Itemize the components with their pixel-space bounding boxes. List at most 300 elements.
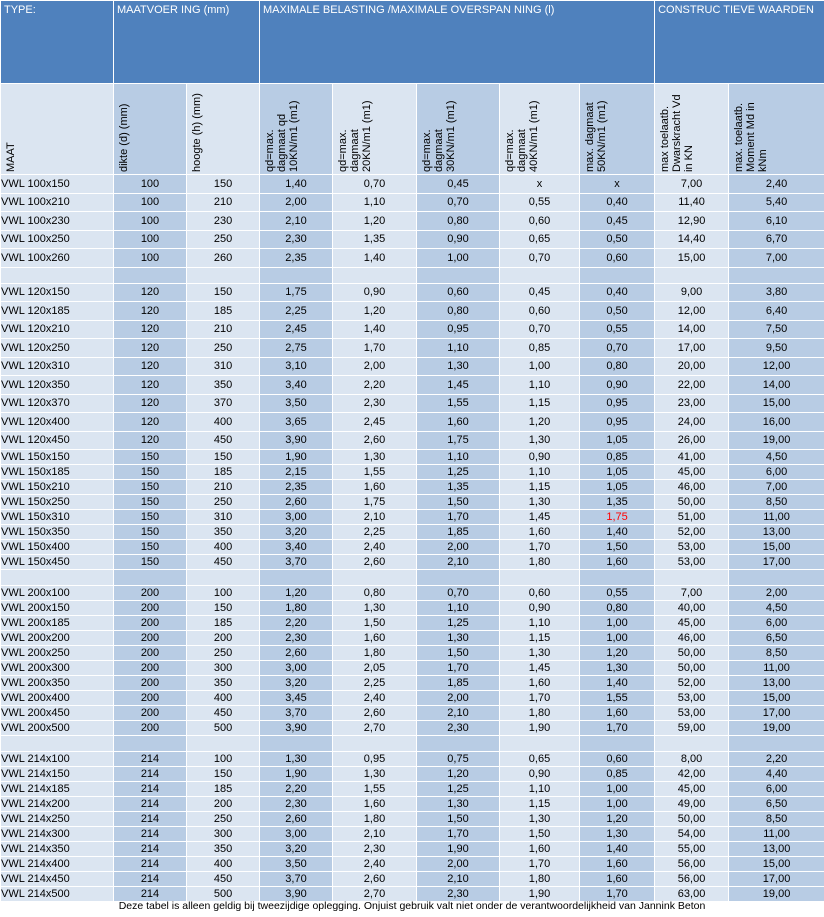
table-cell: 2,30: [260, 230, 333, 249]
table-cell: 24,00: [655, 413, 729, 432]
table-cell: 150: [114, 555, 187, 570]
constructief-header: CONSTRUC TIEVE WAARDEN: [655, 1, 824, 84]
table-cell: 214: [114, 857, 187, 872]
table-cell: 2,60: [260, 495, 333, 510]
spacer-cell: [655, 570, 729, 586]
table-row: [1, 193, 824, 212]
table-cell: 0,75: [417, 752, 500, 767]
table-cell: 2,25: [260, 302, 333, 321]
table-cell: 120: [114, 283, 187, 302]
group-header-row: [1, 1, 824, 84]
table-cell: 3,50: [260, 857, 333, 872]
table-row: [1, 586, 824, 601]
table-row: [1, 450, 824, 465]
table-cell: 1,60: [500, 676, 580, 691]
row-type-cell: VWL 200x200: [1, 631, 114, 646]
table-cell: 2,00: [729, 586, 824, 601]
table-cell: 500: [187, 721, 260, 736]
table-cell: 0,70: [500, 249, 580, 268]
row-type-cell: VWL 214x250: [1, 812, 114, 827]
table-cell: 15,00: [729, 691, 824, 706]
table-cell: 2,00: [417, 857, 500, 872]
table-cell: 2,60: [333, 431, 417, 450]
table-cell: 2,20: [260, 782, 333, 797]
table-cell: 120: [114, 413, 187, 432]
table-cell: 1,80: [333, 812, 417, 827]
table-cell: 1,00: [580, 616, 655, 631]
table-cell: 1,60: [333, 631, 417, 646]
table-cell: 210: [187, 480, 260, 495]
table-cell: 1,55: [580, 691, 655, 706]
table-cell: 120: [114, 339, 187, 358]
table-cell: 1,30: [417, 357, 500, 376]
table-cell: 200: [114, 616, 187, 631]
spacer-cell: [500, 736, 580, 752]
table-cell: 4,50: [729, 450, 824, 465]
table-cell: 150: [187, 450, 260, 465]
table-cell: 3,00: [260, 510, 333, 525]
table-cell: 1,20: [333, 212, 417, 231]
table-cell: 0,90: [500, 767, 580, 782]
table-cell: 1,20: [260, 586, 333, 601]
row-type-cell: VWL 150x250: [1, 495, 114, 510]
table-cell: 1,30: [417, 797, 500, 812]
spacer-cell: [580, 570, 655, 586]
table-cell: 11,40: [655, 193, 729, 212]
table-cell: 260: [187, 249, 260, 268]
table-cell: 0,65: [500, 230, 580, 249]
table-cell: 1,30: [333, 601, 417, 616]
table-cell: 3,00: [260, 827, 333, 842]
table-cell: 1,00: [417, 249, 500, 268]
table-cell: 15,00: [729, 540, 824, 555]
table-cell: 150: [187, 767, 260, 782]
table-cell: 200: [114, 586, 187, 601]
table-cell: 56,00: [655, 872, 729, 887]
table-cell: 2,00: [333, 357, 417, 376]
table-cell: 0,60: [500, 302, 580, 321]
table-cell: 1,70: [580, 721, 655, 736]
table-cell: 2,10: [333, 510, 417, 525]
row-type-cell: VWL 200x300: [1, 661, 114, 676]
table-cell: 250: [187, 812, 260, 827]
table-cell: 52,00: [655, 525, 729, 540]
table-cell: 100: [187, 752, 260, 767]
table-cell: 210: [187, 320, 260, 339]
table-cell: 1,50: [580, 540, 655, 555]
table-cell: 150: [187, 601, 260, 616]
table-cell: x: [500, 175, 580, 194]
table-cell: 150: [114, 495, 187, 510]
spacer-cell: [1, 570, 114, 586]
table-cell: 45,00: [655, 465, 729, 480]
table-row: [1, 616, 824, 631]
table-cell: 14,40: [655, 230, 729, 249]
table-cell: 120: [114, 320, 187, 339]
spacer-cell: [500, 267, 580, 283]
table-cell: 0,60: [500, 212, 580, 231]
row-type-cell: VWL 214x150: [1, 767, 114, 782]
col-header-maat: MAAT: [1, 84, 114, 175]
table-cell: 1,40: [580, 525, 655, 540]
table-cell: 150: [114, 450, 187, 465]
table-cell: 1,85: [417, 676, 500, 691]
table-cell: 1,60: [500, 842, 580, 857]
table-cell: 1,60: [333, 797, 417, 812]
table-row: [1, 767, 824, 782]
col-header-qd40: qd=max. dagmaat 40KN/m1 (m1): [500, 84, 580, 175]
table-cell: 1,50: [333, 616, 417, 631]
row-type-cell: VWL 200x450: [1, 706, 114, 721]
table-cell: 2,45: [260, 320, 333, 339]
table-cell: 1,25: [417, 465, 500, 480]
table-cell: 1,55: [333, 782, 417, 797]
table-cell: 2,60: [333, 555, 417, 570]
table-cell: 1,15: [500, 797, 580, 812]
table-cell: 400: [187, 691, 260, 706]
table-cell: 1,00: [580, 631, 655, 646]
row-type-cell: VWL 200x100: [1, 586, 114, 601]
table-cell: 52,00: [655, 676, 729, 691]
table-row: [1, 465, 824, 480]
table-cell: 1,80: [260, 601, 333, 616]
row-type-cell: VWL 200x250: [1, 646, 114, 661]
table-cell: 350: [187, 676, 260, 691]
row-type-cell: VWL 214x100: [1, 752, 114, 767]
table-cell: 250: [187, 230, 260, 249]
table-cell: 46,00: [655, 631, 729, 646]
table-cell: 2,60: [333, 872, 417, 887]
table-cell: 2,60: [260, 646, 333, 661]
spacer-cell: [417, 736, 500, 752]
table-cell: 1,60: [580, 706, 655, 721]
table-cell: 2,10: [260, 212, 333, 231]
row-type-cell: VWL 120x400: [1, 413, 114, 432]
table-cell: 150: [114, 510, 187, 525]
table-cell: 120: [114, 431, 187, 450]
table-cell: 1,30: [500, 812, 580, 827]
table-cell: 214: [114, 782, 187, 797]
table-cell: 53,00: [655, 555, 729, 570]
table-cell: 3,10: [260, 357, 333, 376]
table-cell: 49,00: [655, 797, 729, 812]
table-row: [1, 555, 824, 570]
table-cell: 2,20: [729, 752, 824, 767]
row-type-cell: VWL 200x150: [1, 601, 114, 616]
table-row: [1, 249, 824, 268]
table-cell: 200: [187, 631, 260, 646]
col-header-hoogte: hoogte (h) (mm): [187, 84, 260, 175]
table-cell: 12,00: [655, 302, 729, 321]
table-cell: 450: [187, 706, 260, 721]
row-type-cell: VWL 214x350: [1, 842, 114, 857]
table-cell: 150: [114, 525, 187, 540]
table-cell: 22,00: [655, 376, 729, 395]
table-cell: 200: [114, 646, 187, 661]
spacer-cell: [729, 267, 824, 283]
table-row: [1, 376, 824, 395]
table-cell: 0,85: [580, 450, 655, 465]
row-type-cell: VWL 120x150: [1, 283, 114, 302]
table-cell: 7,00: [729, 480, 824, 495]
table-cell: 0,60: [417, 283, 500, 302]
table-cell: 1,70: [500, 691, 580, 706]
table-cell: 450: [187, 872, 260, 887]
table-cell: 17,00: [655, 339, 729, 358]
table-cell: 5,40: [729, 193, 824, 212]
table-cell: 1,50: [417, 812, 500, 827]
table-cell: 1,35: [417, 480, 500, 495]
table-cell: 0,85: [580, 767, 655, 782]
table-cell: 300: [187, 661, 260, 676]
spacer-cell: [260, 736, 333, 752]
spacer-cell: [187, 267, 260, 283]
table-cell: 1,90: [417, 842, 500, 857]
table-cell: 1,80: [500, 706, 580, 721]
table-cell: 250: [187, 339, 260, 358]
table-cell: 1,15: [500, 480, 580, 495]
table-cell: 1,25: [417, 782, 500, 797]
table-cell: 214: [114, 842, 187, 857]
table-cell: 150: [114, 540, 187, 555]
table-cell: 0,80: [417, 302, 500, 321]
table-cell: 100: [114, 212, 187, 231]
table-cell: 1,10: [500, 782, 580, 797]
table-cell: 6,40: [729, 302, 824, 321]
table-cell: 0,95: [580, 394, 655, 413]
table-cell: 2,10: [417, 555, 500, 570]
row-type-cell: VWL 120x185: [1, 302, 114, 321]
table-cell: 45,00: [655, 782, 729, 797]
table-cell: 45,00: [655, 616, 729, 631]
table-cell: 100: [114, 175, 187, 194]
table-row: [1, 812, 824, 827]
spacer-cell: [187, 570, 260, 586]
table-cell: 50,00: [655, 646, 729, 661]
table-cell: 1,45: [500, 510, 580, 525]
table-cell: 11,00: [729, 827, 824, 842]
table-cell: 1,35: [333, 230, 417, 249]
table-row: [1, 842, 824, 857]
table-row: [1, 857, 824, 872]
table-row: [1, 525, 824, 540]
table-cell: 1,25: [417, 616, 500, 631]
table-cell: 2,70: [333, 887, 417, 902]
table-cell: 0,60: [580, 752, 655, 767]
table-cell: 1,70: [333, 339, 417, 358]
table-cell: 42,00: [655, 767, 729, 782]
table-cell: 400: [187, 857, 260, 872]
table-cell: 46,00: [655, 480, 729, 495]
table-cell: 9,00: [655, 283, 729, 302]
row-type-cell: VWL 214x450: [1, 872, 114, 887]
row-type-cell: VWL 100x210: [1, 193, 114, 212]
footnote: Deze tabel is alleen geldig bij tweezijdige oplegging. Onjuist gebruik valt niet onder de verantwoordelijkheid van Jannink Beton: [118, 900, 706, 912]
spacer-row: [1, 570, 824, 586]
table-cell: 53,00: [655, 691, 729, 706]
row-type-cell: VWL 100x150: [1, 175, 114, 194]
table-cell: 2,45: [333, 413, 417, 432]
table-cell: 53,00: [655, 540, 729, 555]
table-row: [1, 601, 824, 616]
row-type-cell: VWL 150x400: [1, 540, 114, 555]
table-cell: 3,80: [729, 283, 824, 302]
table-cell: 214: [114, 752, 187, 767]
table-cell: 214: [114, 872, 187, 887]
table-cell: 2,25: [333, 525, 417, 540]
table-cell: 2,40: [333, 691, 417, 706]
maatvoering-header: MAATVOER ING (mm): [114, 1, 260, 84]
spacer-cell: [260, 267, 333, 283]
table-row: [1, 782, 824, 797]
table-cell: 1,55: [417, 394, 500, 413]
table-cell: 0,95: [333, 752, 417, 767]
row-type-cell: VWL 120x210: [1, 320, 114, 339]
table-cell: 56,00: [655, 857, 729, 872]
table-cell: 350: [187, 525, 260, 540]
table-cell: 3,70: [260, 872, 333, 887]
table-cell: 1,45: [500, 661, 580, 676]
table-cell: 3,20: [260, 842, 333, 857]
table-cell: 8,00: [655, 752, 729, 767]
table-cell: 0,70: [580, 339, 655, 358]
table-cell: 1,00: [580, 797, 655, 812]
table-cell: 1,35: [580, 495, 655, 510]
table-cell: 200: [114, 661, 187, 676]
table-cell: 0,95: [417, 320, 500, 339]
table-row: [1, 691, 824, 706]
spacer-cell: [333, 267, 417, 283]
table-cell: 1,30: [580, 661, 655, 676]
table-cell: 200: [114, 631, 187, 646]
table-cell: 1,90: [260, 767, 333, 782]
spacer-cell: [417, 570, 500, 586]
table-cell: 13,00: [729, 676, 824, 691]
col-header-dikte: dikte (d) (mm): [114, 84, 187, 175]
table-cell: 2,70: [333, 721, 417, 736]
table-cell: 210: [187, 193, 260, 212]
spacer-cell: [1, 736, 114, 752]
spacer-cell: [333, 736, 417, 752]
row-type-cell: VWL 214x200: [1, 797, 114, 812]
table-cell: 1,05: [580, 480, 655, 495]
table-cell: 4,50: [729, 601, 824, 616]
table-cell: 40,00: [655, 601, 729, 616]
table-cell: 0,50: [580, 302, 655, 321]
table-row: [1, 752, 824, 767]
table-cell: 2,40: [729, 175, 824, 194]
table-cell: 2,60: [260, 812, 333, 827]
table-cell: 1,85: [417, 525, 500, 540]
table-cell: 1,10: [500, 376, 580, 395]
table-cell: 450: [187, 431, 260, 450]
table-cell: 12,00: [729, 357, 824, 376]
table-cell: 16,00: [729, 413, 824, 432]
row-type-cell: VWL 120x310: [1, 357, 114, 376]
table-cell: 17,00: [729, 706, 824, 721]
table-cell: 100: [114, 249, 187, 268]
col-header-dwarskracht: max toelaatb. Dwarskracht Vd in KN: [655, 84, 729, 175]
table-row: [1, 357, 824, 376]
table-row: [1, 721, 824, 736]
spacer-cell: [580, 736, 655, 752]
table-cell: 1,90: [500, 887, 580, 902]
table-cell: 1,05: [580, 465, 655, 480]
table-cell: 3,70: [260, 555, 333, 570]
table-cell: 17,00: [729, 872, 824, 887]
table-row: [1, 212, 824, 231]
table-cell: 0,65: [500, 752, 580, 767]
table-cell: 2,30: [260, 631, 333, 646]
row-type-cell: VWL 120x370: [1, 394, 114, 413]
table-cell: 310: [187, 510, 260, 525]
table-row: [1, 413, 824, 432]
table-cell: 150: [187, 175, 260, 194]
table-row: [1, 676, 824, 691]
table-cell: 1,10: [500, 616, 580, 631]
table-cell: 1,20: [500, 413, 580, 432]
table-cell: 9,50: [729, 339, 824, 358]
table-cell: 0,70: [500, 320, 580, 339]
table-cell: 6,00: [729, 782, 824, 797]
table-row: [1, 175, 824, 194]
table-cell: 2,25: [333, 676, 417, 691]
table-cell: 1,45: [417, 376, 500, 395]
table-cell: 214: [114, 767, 187, 782]
spacer-cell: [729, 570, 824, 586]
table-cell: 11,00: [729, 661, 824, 676]
table-cell: 230: [187, 212, 260, 231]
row-type-cell: VWL 200x350: [1, 676, 114, 691]
table-cell: 59,00: [655, 721, 729, 736]
table-cell: x: [580, 175, 655, 194]
spacer-cell: [114, 736, 187, 752]
table-cell: 1,60: [500, 525, 580, 540]
table-cell: 3,70: [260, 706, 333, 721]
table-cell: 3,00: [260, 661, 333, 676]
table-row: [1, 706, 824, 721]
table-cell: 1,60: [580, 857, 655, 872]
table-cell: 6,50: [729, 631, 824, 646]
table-cell: 7,50: [729, 320, 824, 339]
table-cell: 200: [114, 721, 187, 736]
table-cell: 1,80: [500, 872, 580, 887]
table-cell: 0,90: [333, 283, 417, 302]
table-cell: 0,50: [580, 230, 655, 249]
table-cell: 2,75: [260, 339, 333, 358]
table-cell: 2,35: [260, 249, 333, 268]
table-cell: 500: [187, 887, 260, 902]
spacer-row: [1, 736, 824, 752]
table-cell: 0,70: [333, 175, 417, 194]
table-cell: 0,85: [500, 339, 580, 358]
table-cell: 1,60: [417, 413, 500, 432]
table-cell: 1,70: [580, 887, 655, 902]
table-cell: 1,20: [580, 646, 655, 661]
table-cell: 185: [187, 782, 260, 797]
table-cell: 2,30: [417, 721, 500, 736]
table-cell: 214: [114, 797, 187, 812]
table-cell: 450: [187, 555, 260, 570]
table-cell: 2,05: [333, 661, 417, 676]
table-cell: 200: [187, 797, 260, 812]
table-cell: 3,40: [260, 540, 333, 555]
row-type-cell: VWL 150x150: [1, 450, 114, 465]
table-cell: 250: [187, 495, 260, 510]
table-cell: 1,30: [333, 767, 417, 782]
table-cell: 0,90: [417, 230, 500, 249]
spacer-cell: [580, 267, 655, 283]
